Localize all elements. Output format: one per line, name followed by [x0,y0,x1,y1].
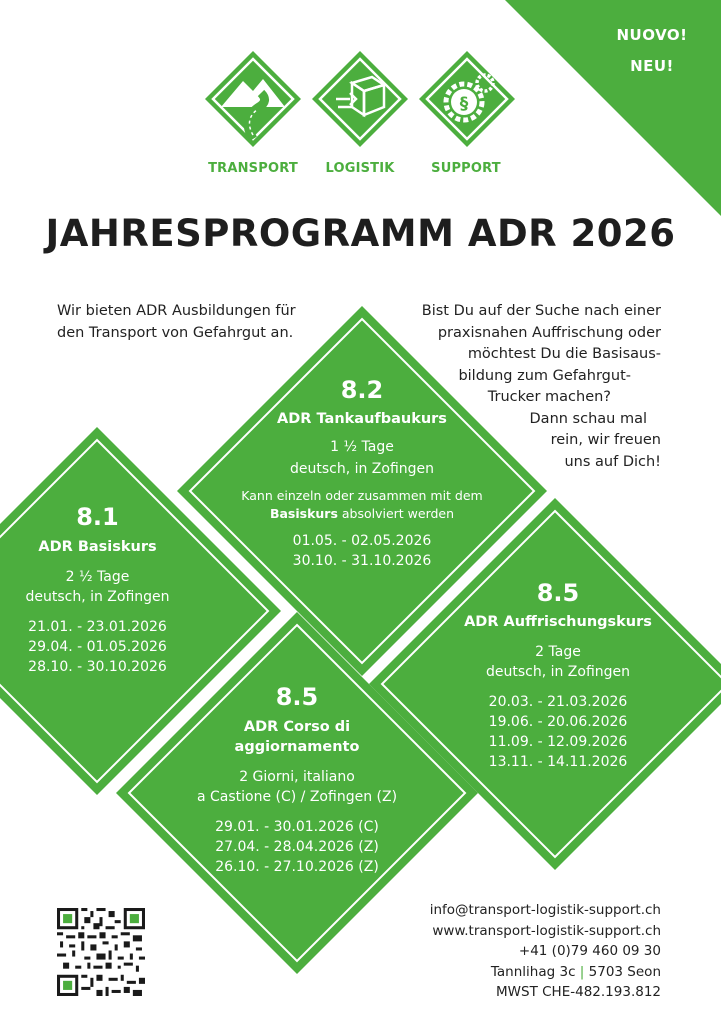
contact-street: Tannlihag 3c [490,963,576,980]
contact-phone[interactable]: +41 (0)79 460 09 30 [518,943,661,959]
course-title-2: aggiornamento [234,739,360,755]
course-number: 8.5 [275,683,319,711]
course-language: deutsch, in Zofingen [25,589,170,605]
badge-nuovo: NUOVO! [616,26,688,44]
course-note: Kann einzeln oder zusammen mit dem [241,488,483,503]
contact-city: 5703 Seon [588,963,661,980]
course-duration: 2 Tage [535,644,581,660]
course-date: 26.10. - 27.10.2026 (Z) [215,859,379,875]
svg-text:§: § [459,94,469,114]
logo-label-logistik: LOGISTIK [325,161,395,176]
road-mountain-icon [203,49,303,149]
course-number: 8.1 [76,503,119,531]
course-date: 11.09. - 12.09.2026 [488,734,628,750]
course-date: 27.04. - 28.04.2026 (Z) [215,839,379,855]
intro-right-line: bildung zum Gefahrgut- [458,367,631,384]
course-duration: 2 ½ Tage [65,569,130,585]
course-duration: 2 Giorni, italiano [239,769,355,785]
box-arrow-icon [310,49,410,149]
intro-right-line: Dann schau mal [529,410,647,427]
intro-right-line: möchtest Du die Basisaus- [467,346,661,362]
course-number: 8.2 [340,376,384,404]
contact-email[interactable]: info@transport-logistik-support.ch [429,902,661,918]
course-date: 20.03. - 21.03.2026 [488,694,628,710]
course-date: 13.11. - 14.11.2026 [488,754,628,770]
course-title: ADR Corso di [243,719,351,735]
intro-right-line: uns auf Dich! [564,453,661,470]
intro-left-line: Wir bieten ADR Ausbildungen für [57,303,296,319]
gear-paragraph-icon [417,49,517,149]
course-date: 29.01. - 30.01.2026 (C) [215,819,379,835]
page-title: JAHRESPROGRAMM ADR 2026 [45,212,676,255]
course-date: 01.05. - 02.05.2026 [292,533,432,549]
logo-label-support: SUPPORT [431,161,501,176]
course-location: a Castione (C) / Zofingen (Z) [196,789,398,805]
contact-block [331,900,661,1003]
contact-website[interactable]: www.transport-logistik-support.ch [432,922,661,939]
course-8-5-corso [167,682,427,877]
intro-right-line: Bist Du auf der Suche nach einer [421,303,661,319]
course-note-2 [212,505,512,523]
course-language: deutsch, in Zofingen [485,664,631,680]
intro-right-line: praxisnahen Auffrischung oder [437,324,661,341]
course-date: 29.04. - 01.05.2026 [28,639,167,655]
contact-separator: | [579,963,585,980]
course-title: ADR Tankaufbaukurs [277,411,447,427]
course-date: 21.01. - 23.01.2026 [28,619,167,635]
course-8-2 [212,375,512,571]
intro-left-line: den Transport von Gefahrgut an. [57,325,294,341]
course-title: ADR Basiskurs [38,539,157,555]
qr-code-icon[interactable] [57,908,145,996]
course-duration: 1 ½ Tage [330,439,394,455]
course-date: 19.06. - 20.06.2026 [488,714,628,730]
intro-right-line: rein, wir freuen [550,432,661,448]
course-note-rest: absolviert werden [337,506,455,521]
course-8-5-auffrischung [443,578,673,772]
intro-left [57,300,337,344]
course-language: deutsch, in Zofingen [289,461,435,477]
badge-neu: NEU! [630,57,674,75]
course-title: ADR Auffrischungskurs [464,614,652,630]
course-number: 8.5 [536,579,580,607]
course-date: 30.10. - 31.10.2026 [292,553,432,569]
course-8-1 [0,502,195,677]
intro-right-line: Trucker machen? [487,389,611,405]
contact-address [331,962,661,983]
course-note-bold: Basiskurs [269,506,338,521]
contact-vat: MWST CHE-482.193.812 [496,984,661,1000]
logo-label-transport: TRANSPORT [208,161,298,176]
course-date: 28.10. - 30.10.2026 [28,659,167,675]
